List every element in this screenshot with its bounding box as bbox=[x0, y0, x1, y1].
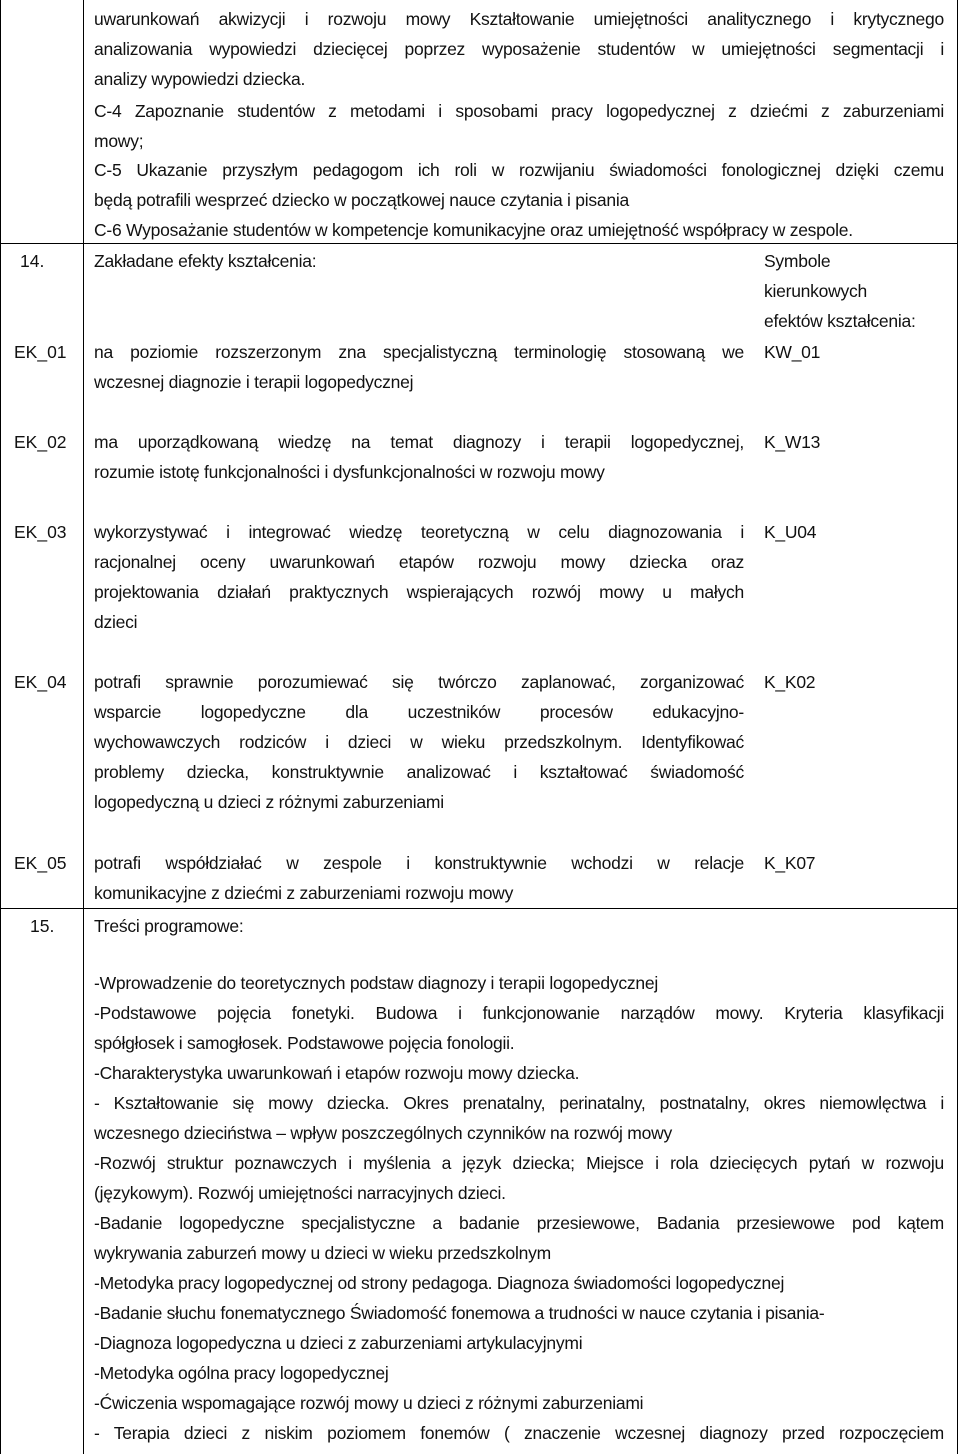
program-content-line: - Kształtowanie się mowy dziecka. Okres prenatalny, perinatalny, postnatalny, okres niemowlęctwa i bbox=[94, 1093, 944, 1113]
section15-title: Treści programowe: bbox=[94, 916, 244, 936]
section14-number: 14. bbox=[20, 251, 45, 271]
effect-line: racjonalnej oceny uwarunkowań etapów rozwoju mowy dziecka oraz bbox=[94, 552, 744, 572]
section14-title: Zakładane efekty kształcenia: bbox=[94, 251, 317, 271]
effect-description bbox=[94, 427, 744, 487]
symbols-header bbox=[764, 246, 954, 336]
program-content-line: -Badanie słuchu fonematycznego Świadomość fonemowa a trudności w nauce czytania i pisania- bbox=[94, 1303, 825, 1323]
program-content-line: wykrywania zaburzeń mowy u dzieci w wieku przedszkolnym bbox=[94, 1243, 551, 1263]
objective-text-line: uwarunkowań akwizycji i rozwoju mowy Kształtowanie umiejętności analitycznego i krytycznego bbox=[94, 9, 944, 29]
effect-code: EK_05 bbox=[14, 853, 67, 873]
effect-description bbox=[94, 667, 744, 817]
program-contents bbox=[94, 968, 944, 1448]
effect-description bbox=[94, 517, 744, 637]
objective-c5-line: będą potrafili wesprzeć dziecko w początkowej nauce czytania i pisania bbox=[94, 190, 630, 210]
program-content-line: -Ćwiczenia wspomagające rozwój mowy u dzieci z różnymi zaburzeniami bbox=[94, 1393, 644, 1413]
effect-line: problemy dziecka, konstruktywnie analizować i kształtować świadomość bbox=[94, 762, 744, 782]
effect-description bbox=[94, 337, 744, 397]
objective-c5 bbox=[94, 155, 944, 215]
effect-code: EK_04 bbox=[14, 672, 67, 692]
row-divider-15 bbox=[0, 908, 958, 909]
program-content-line: -Charakterystyka uwarunkowań i etapów rozwoju mowy dziecka. bbox=[94, 1063, 580, 1083]
objective-text-line: analizy wypowiedzi dziecka. bbox=[94, 69, 306, 89]
section13-continuation bbox=[94, 4, 944, 94]
program-content-line: -Metodyka pracy logopedycznej od strony pedagoga. Diagnoza świadomości logopedycznej bbox=[94, 1273, 785, 1293]
effect-symbol: KW_01 bbox=[764, 342, 821, 362]
objective-c4 bbox=[94, 96, 944, 156]
program-content-line: -Badanie logopedyczne specjalistyczne a badanie przesiewowe, Badania przesiewowe pod kątem bbox=[94, 1213, 944, 1233]
objective-c4-line: C-4 Zapoznanie studentów z metodami i sposobami pracy logopedycznej z dziećmi z zaburzeniami bbox=[94, 101, 944, 121]
symbols-header-line: kierunkowych bbox=[764, 281, 868, 301]
effect-code: EK_03 bbox=[14, 522, 67, 542]
effect-line: wychowawczych rodziców i dzieci w wieku przedszkolnym. Identyfikować bbox=[94, 732, 744, 752]
table-left-border bbox=[0, 0, 1, 1454]
program-content-line: -Metodyka ogólna pracy logopedycznej bbox=[94, 1363, 389, 1383]
program-content-line: -Podstawowe pojęcia fonetyki. Budowa i funkcjonowanie narządów mowy. Kryteria klasyfikacji bbox=[94, 1003, 944, 1023]
program-content-line: -Rozwój struktur poznawczych i myślenia a język dziecka; Miejsce i rola dziecięcych pytań w rozwoju bbox=[94, 1153, 944, 1173]
effect-symbol: K_K02 bbox=[764, 672, 816, 692]
effect-line: na poziomie rozszerzonym zna specjalistyczną terminologię stosowaną we bbox=[94, 342, 744, 362]
program-content-line: - Terapia dzieci z niskim poziomem fonemów ( znaczenie wczesnej diagnozy przed rozpoczęciem bbox=[94, 1423, 944, 1443]
objective-c6-line: C-6 Wyposażanie studentów w kompetencje komunikacyjne oraz umiejętność współpracy w zespole. bbox=[94, 220, 853, 240]
effect-line: ma uporządkowaną wiedzę na temat diagnozy i terapii logopedycznej, bbox=[94, 432, 744, 452]
objective-c6 bbox=[94, 215, 944, 245]
symbols-header-line: efektów kształcenia: bbox=[764, 311, 916, 331]
effect-line: logopedyczną u dzieci z różnymi zaburzeniami bbox=[94, 792, 444, 812]
section15-number: 15. bbox=[30, 916, 55, 936]
effect-line: projektowania działań praktycznych wspierających rozwój mowy u małych bbox=[94, 582, 744, 602]
effect-line: wsparcie logopedyczne dla uczestników procesów edukacyjno- bbox=[94, 702, 744, 722]
effect-description bbox=[94, 848, 744, 908]
effect-line: potrafi współdziałać w zespole i konstruktywnie wchodzi w relacje bbox=[94, 853, 744, 873]
objective-c5-line: C-5 Ukazanie przyszłym pedagogom ich roli w rozwijaniu świadomości fonologicznej dzięki czemu bbox=[94, 160, 944, 180]
program-content-line: (językowym). Rozwój umiejętności narracyjnych dzieci. bbox=[94, 1183, 506, 1203]
effect-line: potrafi sprawnie porozumiewać się twórczo zaplanować, zorganizować bbox=[94, 672, 744, 692]
program-content-line: spółgłosek i samogłosek. Podstawowe pojęcia fonologii. bbox=[94, 1033, 515, 1053]
program-content-line: wczesnego dzieciństwa – wpływ poszczególnych czynników na rozwój mowy bbox=[94, 1123, 673, 1143]
effect-symbol: K_K07 bbox=[764, 853, 816, 873]
program-content-line: -Diagnoza logopedyczna u dzieci z zaburzeniami artykulacyjnymi bbox=[94, 1333, 583, 1353]
effect-symbol: K_W13 bbox=[764, 432, 821, 452]
effect-line: wykorzystywać i integrować wiedzę teoretyczną w celu diagnozowania i bbox=[94, 522, 744, 542]
effect-symbol: K_U04 bbox=[764, 522, 817, 542]
effect-code: EK_02 bbox=[14, 432, 67, 452]
effect-line: wczesnej diagnozie i terapii logopedycznej bbox=[94, 372, 414, 392]
objective-c4-line: mowy; bbox=[94, 131, 144, 151]
symbols-header-line: Symbole bbox=[764, 251, 831, 271]
effect-line: dzieci bbox=[94, 612, 138, 632]
effect-line: komunikacyjne z dziećmi z zaburzeniami rozwoju mowy bbox=[94, 883, 514, 903]
effect-code: EK_01 bbox=[14, 342, 67, 362]
table-number-column-divider bbox=[83, 0, 84, 1454]
program-content-line: -Wprowadzenie do teoretycznych podstaw diagnozy i terapii logopedycznej bbox=[94, 973, 658, 993]
effect-line: rozumie istotę funkcjonalności i dysfunkcjonalności w rozwoju mowy bbox=[94, 462, 605, 482]
table-right-border bbox=[957, 0, 958, 1454]
objective-text-line: analizowania wypowiedzi dziecięcej poprzez wyposażenie studentów w umiejętności segmentacji i bbox=[94, 39, 944, 59]
